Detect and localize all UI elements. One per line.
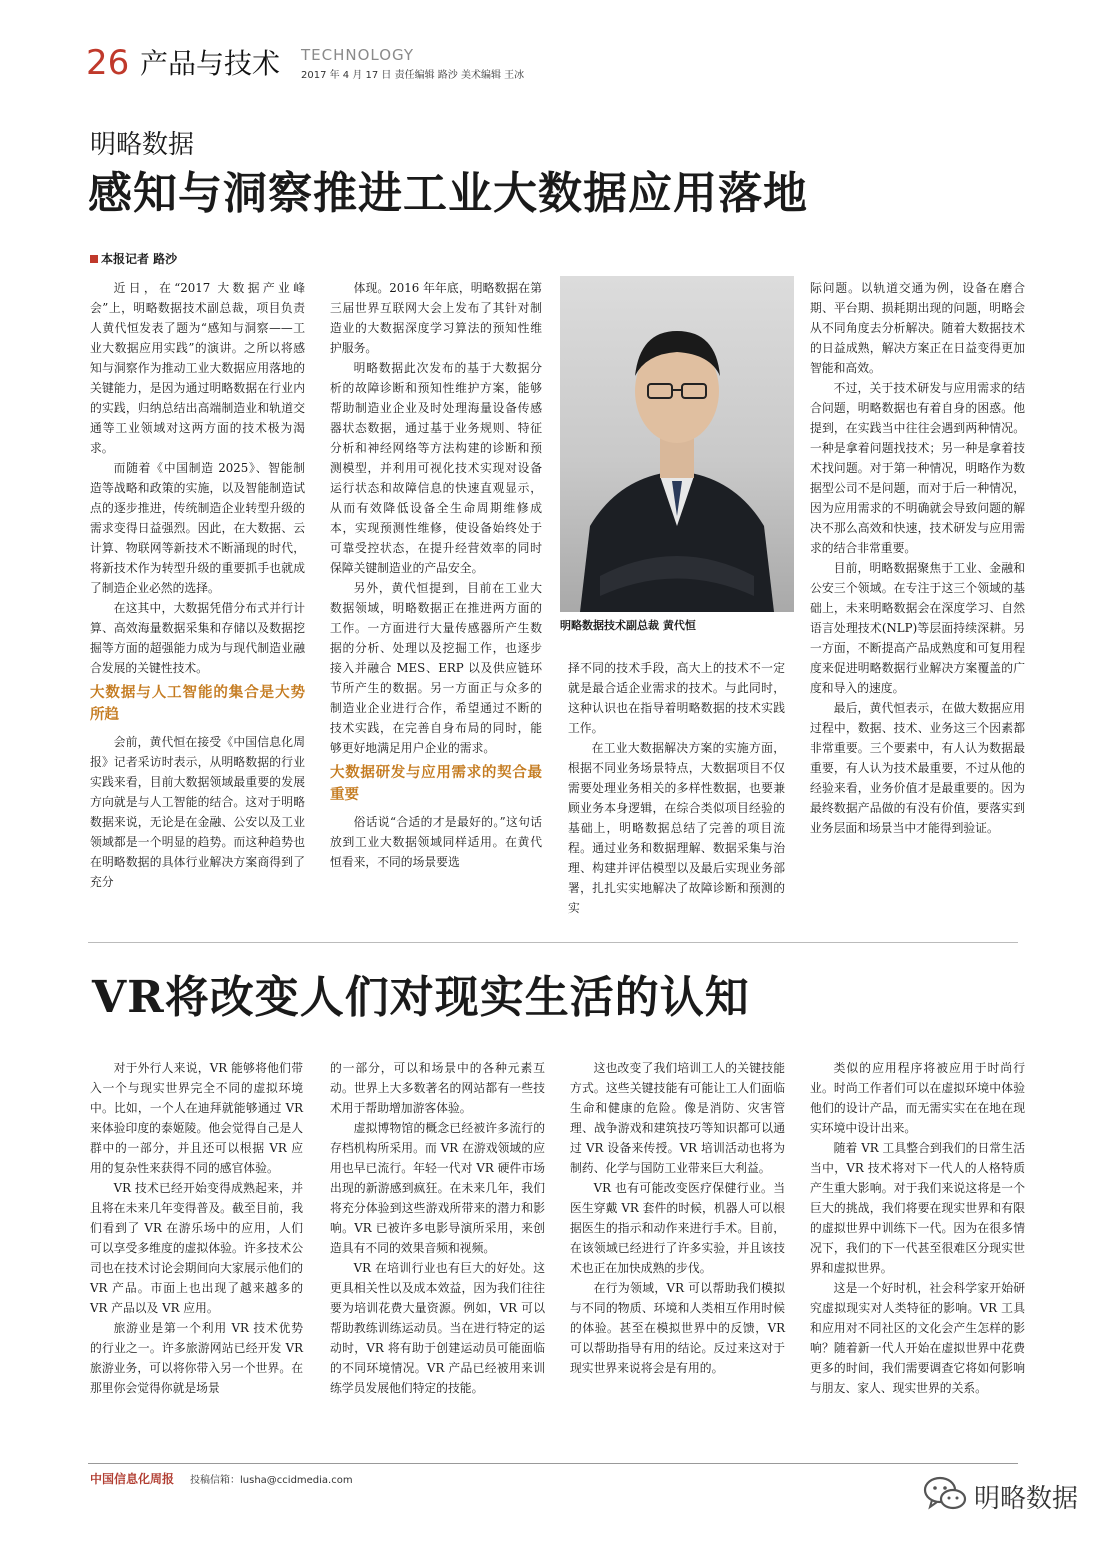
paragraph: 择不同的技术手段，高大上的技术不一定就是最合适企业需求的技术。与此同时，这种认识也在指导着明略数据的技术实践工作。 [568, 661, 785, 735]
wechat-account-name: 明略数据 [974, 1484, 1079, 1514]
paragraph: 另外，黄代恒提到，目前在工业大数据领域，明略数据正在推进两方面的工作。一方面进行大量传感器所产生数据的分析、处理以及挖掘工作，也逐步接入并融合 MES、ERP 以及供应链环节所产生的数据。另一方面正与众多的制造业企业进行合作，希望通过不断的技术实践，在完善自身布局的同时，能够更好地满足用户企业的需求。 [330, 581, 542, 755]
paragraph: 在这其中，大数据凭借分布式并行计算、高效海量数据采集和存储以及数据挖掘等方面的超强能力成为与现代制造业融合发展的关键性技术。 [90, 601, 305, 675]
article2-column-1 [90, 1058, 303, 1398]
paragraph: 近日，在“2017 大数据产业峰会”上，明略数据技术副总裁，项目负责人黄代恒发表了题为“感知与洞察——工业大数据应用实践”的演讲。之所以将感知与洞察作为推动工业大数据应用落地的关键能力，是因为通过明略数据在行业内的实践，归纳总结出高端制造业和轨道交通等工业领域对这两方面的技术极为渴求。 [90, 281, 305, 455]
paragraph: 这也改变了我们培训工人的关键技能方式。这些关键技能有可能让工人们面临生命和健康的危险。像是消防、灾害管理、战争游戏和建筑技巧等知识都可以通过 VR 设备来传授。VR 培训活动也将为制药、化学与国防工业带来巨大利益。 [570, 1061, 785, 1175]
paragraph: 不过，关于技术研发与应用需求的结合问题，明略数据也有着自身的困惑。他提到，在实践当中往往会遇到两种情况。一种是拿着问题找技术；另一种是拿着技术找问题。对于第一种情况，明略作为数据型公司不是问题，而对于后一种情况，因为应用需求的不明确就会导致问题的解决不那么高效和快速，技术研发与应用需求的结合非常重要。 [810, 381, 1025, 555]
footer-rule [88, 1463, 1018, 1464]
article1-column-2 [330, 278, 542, 872]
paragraph: 目前，明略数据聚焦于工业、金融和公安三个领域。在专注于这三个领域的基础上，未来明略数据会在深度学习、自然语言处理技术(NLP)等层面持续深耕。另一方面，不断提高产品成熟度和可复用程度来促进明略数据行业解决方案覆盖的广度和导入的速度。 [810, 561, 1025, 695]
article2-column-4 [810, 1058, 1025, 1398]
article1-column-1 [90, 278, 305, 892]
section-meta: 2017 年 4 月 17 日 责任编辑 路沙 美术编辑 王冰 [301, 70, 525, 81]
paragraph: VR 技术已经开始变得成熟起来，并且将在未来几年变得普及。截至目前，我们看到了 VR 在游乐场中的应用，人们可以享受多维度的虚拟体验。许多技术公司也在技术讨论会期间向大家展示他们的 VR 产品。市面上也出现了越来越多的 VR 产品以及 VR 应用。 [90, 1181, 303, 1315]
byline [90, 250, 177, 267]
article-divider [88, 942, 1018, 943]
paragraph: 对于外行人来说，VR 能够将他们带入一个与现实世界完全不同的虚拟环境中。比如，一个人在迪拜就能够通过 VR 来体验印度的泰姬陵。他会觉得自己是人群中的一部分，并且还可以根据 VR 应用的复杂性来获得不同的感官体验。 [90, 1061, 303, 1175]
article2-column-3 [570, 1058, 785, 1378]
wechat-icon [922, 1474, 968, 1514]
article1-column-3 [568, 658, 785, 918]
paragraph: 类似的应用程序将被应用于时尚行业。时尚工作者们可以在虚拟环境中体验他们的设计产品，而无需实实在在地在现实环境中设计出来。 [810, 1061, 1025, 1135]
article-headline: 感知与洞察推进工业大数据应用落地 [88, 168, 808, 219]
article2-headline: VR将改变人们对现实生活的认知 [92, 972, 750, 1023]
article1-column-4 [810, 278, 1025, 838]
footer-email: 投稿信箱：lusha@ccidmedia.com [190, 1475, 353, 1486]
paragraph: 体现。2016 年年底，明略数据在第三届世界互联网大会上发布了其针对制造业的大数据深度学习算法的预知性维护服务。 [330, 281, 542, 355]
paragraph: 的一部分，可以和场景中的各种元素互动。世界上大多数著名的网站都有一些技术用于帮助增加游客体验。 [330, 1061, 545, 1115]
footer-paper-name: 中国信息化周报 [90, 1472, 175, 1486]
article-kicker: 明略数据 [90, 130, 195, 160]
paragraph: VR 在培训行业也有巨大的好处。这更具相关性以及成本效益，因为我们往往要为培训花费大量资源。例如，VR 可以帮助教练训练运动员。当在进行特定的运动时，VR 将有助于创建运动员可能面临的不同环境情况。VR 产品已经被用来训练学员发展他们特定的技能。 [330, 1261, 545, 1395]
paragraph: 随着 VR 工具整合到我们的日常生活当中，VR 技术将对下一代人的人格特质产生重大影响。对于我们来说这将是一个巨大的挑战，我们将要在现实世界和有限的虚拟世界中训练下一代。因为在很多情况下，我们的下一代甚至很难区分现实世界和虚拟世界。 [810, 1141, 1025, 1275]
page-number: 26 [86, 43, 130, 83]
byline-marker-icon [90, 255, 98, 263]
photo-caption: 明略数据技术副总裁 黄代恒 [560, 619, 696, 632]
paragraph: 俗话说“合适的才是最好的。”这句话放到工业大数据领域同样适用。在黄代恒看来，不同的场景要选 [330, 815, 542, 869]
portrait-illustration [560, 276, 794, 612]
subhead: 大数据研发与应用需求的契合最重要 [330, 765, 542, 803]
byline-text: 本报记者 路沙 [101, 252, 178, 266]
paragraph: 而随着《中国制造 2025》、智能制造等战略和政策的实施，以及智能制造试点的逐步推进，传统制造企业转型升级的需求变得日益强烈。因此，在大数据、云计算、物联网等新技术不断涌现的时代，将新技术作为转型升级的重要抓手也就成了制造企业必然的选择。 [90, 461, 305, 595]
paragraph: VR 也有可能改变医疗保健行业。当医生穿戴 VR 套件的时候，机器人可以根据医生的指示和动作来进行手术。目前，在该领域已经进行了许多实验，并且该技术也正在加快成熟的步伐。 [570, 1181, 785, 1275]
portrait-photo [560, 276, 794, 612]
paragraph: 虚拟博物馆的概念已经被许多流行的存档机构所采用。而 VR 在游戏领域的应用也早已流行。年轻一代对 VR 硬件市场出现的新游感到疯狂。在未来几年，我们将充分体验到这些游戏所带来的潜力和影响。VR 已被许多电影导演所采用，来创造具有不同的效果音频和视频。 [330, 1121, 545, 1255]
paragraph: 在工业大数据解决方案的实施方面，根据不同业务场景特点，大数据项目不仅需要处理业务相关的多样性数据，也要兼顾业务本身逻辑，在综合类似项目经验的基础上，明略数据总结了完善的项目流程。通过业务和数据理解、数据采集与治理、构建并评估模型以及最后实现业务部署，扎扎实实地解决了故障诊断和预测的实 [568, 741, 785, 915]
paragraph: 最后，黄代恒表示，在做大数据应用过程中，数据、技术、业务这三个因素都非常重要。三个要素中，有人认为数据最重要，有人认为技术最重要，不过从他的经验来看，业务价值才是最重要的。因为最终数据产品做的有没有价值，要落实到业务层面和场景当中才能得到验证。 [810, 701, 1025, 835]
article2-column-2 [330, 1058, 545, 1398]
paragraph: 在行为领域，VR 可以帮助我们模拟与不同的物质、环境和人类相互作用时候的体验。甚至在模拟世界中的反馈，VR 可以帮助指导有用的结论。反过来这对于现实世界来说将会是有用的。 [570, 1281, 785, 1375]
section-title: 产品与技术 [140, 47, 281, 80]
subhead: 大数据与人工智能的集合是大势所趋 [90, 685, 305, 723]
paragraph: 旅游业是第一个利用 VR 技术优势的行业之一。许多旅游网站已经开发 VR 旅游业务，可以将你带入另一个世界。在那里你会觉得你就是场景 [90, 1321, 303, 1395]
paragraph: 会前，黄代恒在接受《中国信息化周报》记者采访时表示，从明略数据的行业实践来看，目前大数据领域最重要的发展方向就是与人工智能的结合。这对于明略数据来说，无论是在金融、公安以及工业领域都是一个明显的趋势。而这种趋势也在明略数据的具体行业解决方案商得到了充分 [90, 735, 305, 889]
paragraph: 明略数据此次发布的基于大数据分析的故障诊断和预知性维护方案，能够帮助制造业企业及时处理海量设备传感器状态数据，通过基于业务规则、特征分析和神经网络等方法构建的诊断和预测模型，并利用可视化技术实现对设备运行状态和故障信息的快速直观显示，从而有效降低设备全生命周期维修成本，实现预测性维修，使设备始终处于可靠受控状态，在提升经营效率的同时保障关键制造业的产品安全。 [330, 361, 542, 575]
section-en-label: TECHNOLOGY [301, 46, 415, 64]
paragraph: 这是一个好时机，社会科学家开始研究虚拟现实对人类特征的影响。VR 工具和应用对不同社区的文化会产生怎样的影响？随着新一代人开始在虚拟世界中花费更多的时间，我们需要调查它将如何影响与朋友、家人、现实世界的关系。 [810, 1281, 1025, 1395]
paragraph: 际问题。以轨道交通为例，设备在磨合期、平台期、损耗期出现的问题，明略会从不同角度去分析解决。随着大数据技术的日益成熟，解决方案正在日益变得更加智能和高效。 [810, 281, 1025, 375]
